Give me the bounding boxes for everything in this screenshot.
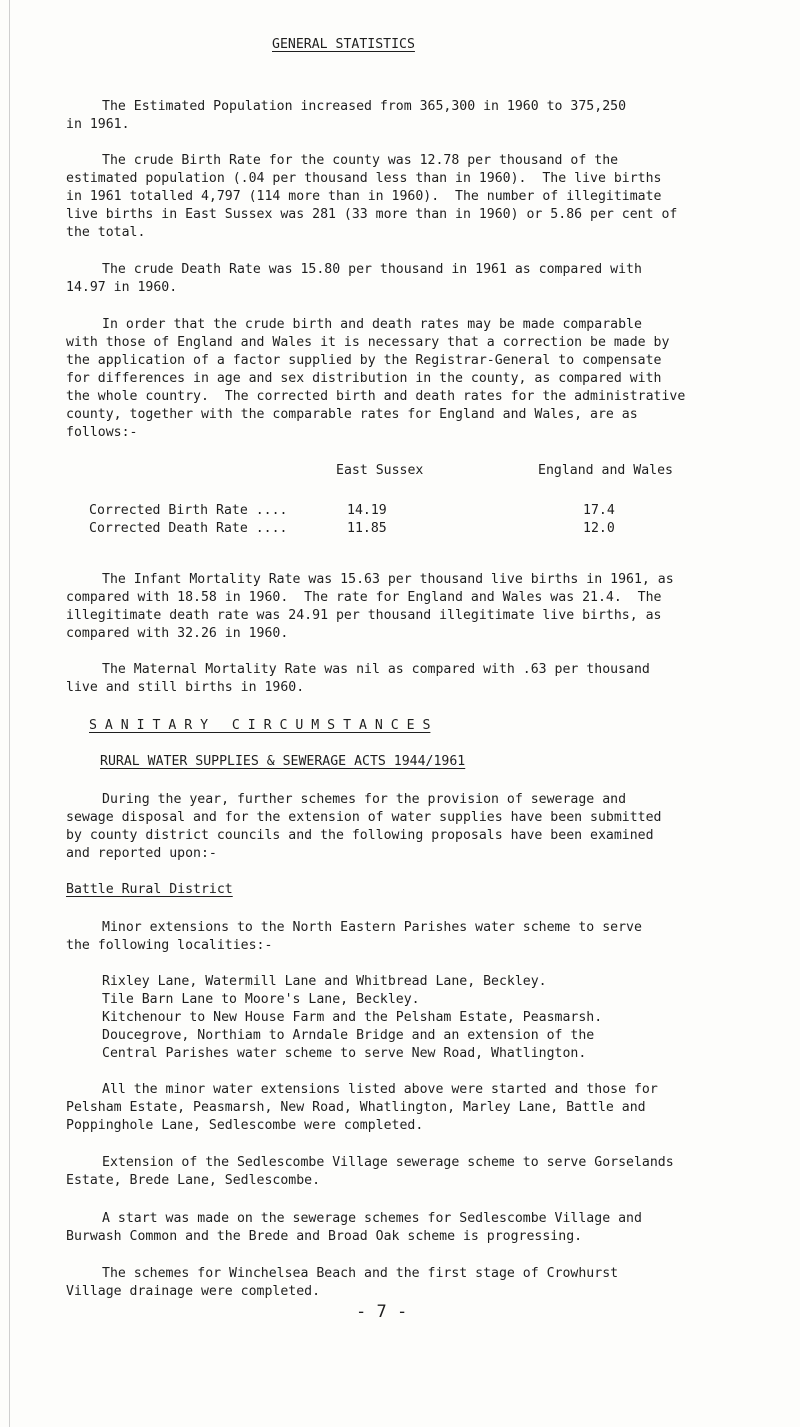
text-line: A start was made on the sewerage schemes for Sedlescombe Village and [102, 1211, 642, 1226]
paragraph-sedlescombe [66, 1154, 766, 1190]
list-item: Doucegrove, Northiam to Arndale Bridge and an extension of the [102, 1028, 595, 1043]
paragraph-infant-mortality [66, 571, 766, 643]
text-line: 14.97 in 1960. [66, 280, 178, 295]
text-line: the whole country. The corrected birth and death rates for the administrative [66, 389, 686, 404]
text-line: the application of a factor supplied by the Registrar-General to compensate [66, 353, 662, 368]
text-line: Village drainage were completed. [66, 1284, 321, 1299]
text-line: illegitimate death rate was 24.91 per thousand illegitimate live births, as [66, 608, 662, 623]
text-line: Estate, Brede Lane, Sedlescombe. [66, 1173, 321, 1188]
paragraph-completed [66, 1081, 766, 1135]
text-line: sewage disposal and for the extension of water supplies have been submitted [66, 810, 662, 825]
text-line: In order that the crude birth and death rates may be made comparable [102, 317, 642, 332]
text-line: The Estimated Population increased from 365,300 in 1960 to 375,250 [102, 99, 627, 114]
page-number: - 7 - [356, 1302, 408, 1322]
list-item: Rixley Lane, Watermill Lane and Whitbread Lane, Beckley. [102, 974, 547, 989]
text-line: Poppinghole Lane, Sedlescombe were completed. [66, 1118, 424, 1133]
text-line: All the minor water extensions listed above were started and those for [102, 1082, 658, 1097]
paragraph-death-rate [66, 261, 766, 297]
paragraph-start [66, 1210, 766, 1246]
cell-east-sussex-death: 11.85 [347, 521, 387, 536]
scan-margin-line [9, 0, 10, 1427]
text-line: live births in East Sussex was 281 (33 more than in 1960) or 5.86 per cent of [66, 207, 678, 222]
text-line: estimated population (.04 per thousand less than in 1960). The live births [66, 171, 662, 186]
text-line: Extension of the Sedlescombe Village sewerage scheme to serve Gorselands [102, 1155, 674, 1170]
text-line: The crude Death Rate was 15.80 per thousand in 1961 as compared with [102, 262, 642, 277]
text-line: in 1961 totalled 4,797 (114 more than in 1960). The number of illegitimate [66, 189, 662, 204]
text-line: Pelsham Estate, Peasmarsh, New Road, Whatlington, Marley Lane, Battle and [66, 1100, 646, 1115]
column-header-england-wales: England and Wales [538, 463, 673, 478]
text-line: During the year, further schemes for the provision of sewerage and [102, 792, 627, 807]
row-label-death-rate: Corrected Death Rate .... [89, 521, 288, 536]
cell-england-wales-birth: 17.4 [583, 503, 615, 518]
text-line: The crude Birth Rate for the county was 12.78 per thousand of the [102, 153, 619, 168]
paragraph-minor-extensions [66, 919, 766, 955]
text-line: for differences in age and sex distribution in the county, as compared with [66, 371, 662, 386]
paragraph-schemes [66, 791, 766, 863]
paragraph-correction [66, 316, 766, 442]
text-line: compared with 18.58 in 1960. The rate for England and Wales was 21.4. The [66, 590, 662, 605]
text-line: the total. [66, 225, 146, 240]
paragraph-birth-rate [66, 152, 766, 242]
page-title: GENERAL STATISTICS [272, 37, 415, 52]
district-heading: Battle Rural District [66, 882, 233, 897]
text-line: follows:- [66, 425, 138, 440]
localities-list [102, 973, 800, 1063]
text-line: compared with 32.26 in 1960. [66, 626, 289, 641]
cell-east-sussex-birth: 14.19 [347, 503, 387, 518]
text-line: The schemes for Winchelsea Beach and the first stage of Crowhurst [102, 1266, 619, 1281]
paragraph-population [66, 98, 766, 134]
text-line: live and still births in 1960. [66, 680, 305, 695]
list-item: Tile Barn Lane to Moore's Lane, Beckley. [102, 992, 420, 1007]
text-line: and reported upon:- [66, 846, 217, 861]
paragraph-maternal-mortality [66, 661, 766, 697]
text-line: by county district councils and the following proposals have been examined [66, 828, 654, 843]
text-line: the following localities:- [66, 938, 273, 953]
text-line: The Infant Mortality Rate was 15.63 per thousand live births in 1961, as [102, 572, 674, 587]
text-line: county, together with the comparable rates for England and Wales, are as [66, 407, 638, 422]
text-line: Burwash Common and the Brede and Broad Oak scheme is progressing. [66, 1229, 583, 1244]
row-label-birth-rate: Corrected Birth Rate .... [89, 503, 288, 518]
text-line: in 1961. [66, 117, 130, 132]
sub-heading: RURAL WATER SUPPLIES & SEWERAGE ACTS 1944/1961 [100, 754, 466, 769]
text-line: with those of England and Wales it is necessary that a correction be made by [66, 335, 670, 350]
paragraph-winchelsea [66, 1265, 766, 1301]
column-header-east-sussex: East Sussex [336, 463, 424, 478]
list-item: Central Parishes water scheme to serve New Road, Whatlington. [102, 1046, 587, 1061]
text-line: The Maternal Mortality Rate was nil as compared with .63 per thousand [102, 662, 650, 677]
cell-england-wales-death: 12.0 [583, 521, 615, 536]
section-heading: S A N I T A R Y C I R C U M S T A N C E S [89, 718, 431, 733]
text-line: Minor extensions to the North Eastern Parishes water scheme to serve [102, 920, 642, 935]
list-item: Kitchenour to New House Farm and the Pelsham Estate, Peasmarsh. [102, 1010, 603, 1025]
